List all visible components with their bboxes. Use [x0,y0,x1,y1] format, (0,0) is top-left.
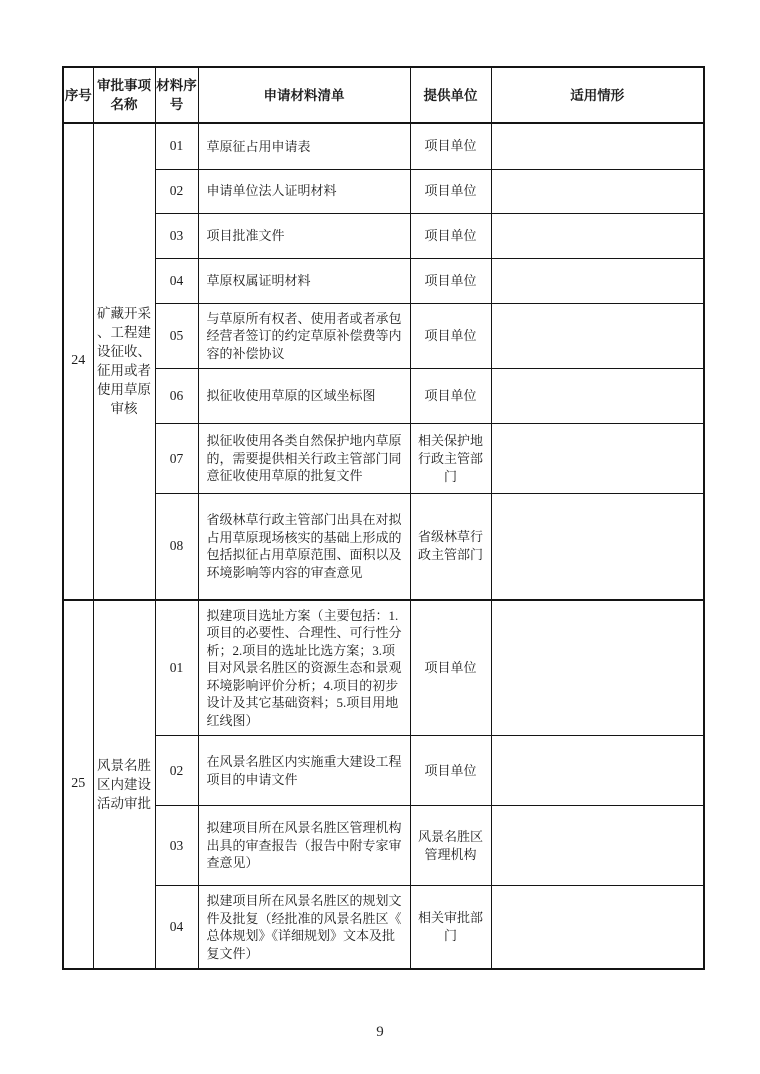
cell-applicable [491,169,704,213]
table-row [63,886,704,970]
cell-material-no: 04 [155,886,198,970]
cell-material: 省级林草行政主管部门出具在对拟占用草原现场核实的基础上形成的包括拟征占用草原范围、面积以及环境影响等内容的审查意见 [198,494,410,600]
cell-material: 与草原所有权者、使用者或者承包经营者签订的约定草原补偿费等内容的补偿协议 [198,303,410,369]
cell-provider: 项目单位 [410,169,491,213]
cell-applicable [491,303,704,369]
page-number: 9 [376,1024,384,1040]
header-col-material-list: 申请材料清单 [198,67,410,123]
cell-provider: 项目单位 [410,736,491,806]
table-row [63,169,704,213]
cell-provider: 项目单位 [410,369,491,424]
table-row [63,213,704,258]
cell-material: 拟建项目所在风景名胜区管理机构出具的审查报告（报告中附专家审查意见） [198,806,410,886]
cell-material-no: 03 [155,213,198,258]
cell-material: 拟征收使用各类自然保护地内草原的，需要提供相关行政主管部门同意征收使用草原的批复文件 [198,424,410,494]
table-row [63,303,704,369]
cell-material-no: 05 [155,303,198,369]
cell-material-no: 04 [155,258,198,303]
table-row [63,258,704,303]
cell-item-name: 风景名胜区内建设活动审批 [93,600,155,970]
cell-provider: 风景名胜区管理机构 [410,806,491,886]
cell-material: 草原征占用申请表 [198,123,410,169]
cell-material: 拟建项目选址方案（主要包括：1.项目的必要性、合理性、可行性分析；2.项目的选址比选方案；3.项目对风景名胜区的资源生态和景观环境影响评价分析；4.项目的初步设计及其它基础资料；5.项目用地红线图） [198,600,410,736]
cell-provider: 项目单位 [410,213,491,258]
table-row [63,600,704,736]
cell-applicable [491,123,704,169]
table-header-row [63,67,704,123]
cell-applicable [491,886,704,970]
cell-material-no: 06 [155,369,198,424]
cell-material: 项目批准文件 [198,213,410,258]
cell-applicable [491,494,704,600]
header-col-item-name: 审批事项名称 [93,67,155,123]
cell-item-name: 矿藏开采、工程建设征收、征用或者使用草原审核 [93,123,155,600]
table-row [63,369,704,424]
cell-provider: 项目单位 [410,600,491,736]
cell-provider: 项目单位 [410,303,491,369]
table-row [63,424,704,494]
header-col-index: 序号 [63,67,93,123]
approval-materials-table [62,66,705,970]
cell-applicable [491,213,704,258]
cell-material-no: 03 [155,806,198,886]
table-row [63,806,704,886]
cell-applicable [491,369,704,424]
cell-provider: 项目单位 [410,258,491,303]
cell-material: 在风景名胜区内实施重大建设工程项目的申请文件 [198,736,410,806]
header-col-applicable: 适用情形 [491,67,704,123]
cell-material-no: 08 [155,494,198,600]
cell-material: 申请单位法人证明材料 [198,169,410,213]
cell-provider: 项目单位 [410,123,491,169]
cell-applicable [491,424,704,494]
cell-material-no: 02 [155,736,198,806]
cell-applicable [491,600,704,736]
table-row [63,123,704,169]
cell-material-no: 01 [155,600,198,736]
cell-provider: 相关审批部门 [410,886,491,970]
header-col-material-no: 材料序号 [155,67,198,123]
cell-material-no: 02 [155,169,198,213]
cell-group-index: 25 [63,600,93,970]
cell-material: 拟征收使用草原的区域坐标图 [198,369,410,424]
cell-material: 草原权属证明材料 [198,258,410,303]
cell-provider: 相关保护地行政主管部门 [410,424,491,494]
cell-material-no: 07 [155,424,198,494]
table-row [63,494,704,600]
cell-material-no: 01 [155,123,198,169]
cell-applicable [491,258,704,303]
header-col-provider: 提供单位 [410,67,491,123]
cell-applicable [491,806,704,886]
cell-provider: 省级林草行政主管部门 [410,494,491,600]
cell-material: 拟建项目所在风景名胜区的规划文件及批复（经批准的风景名胜区《总体规划》《详细规划》文本及批复文件） [198,886,410,970]
cell-applicable [491,736,704,806]
table-row [63,736,704,806]
cell-group-index: 24 [63,123,93,600]
